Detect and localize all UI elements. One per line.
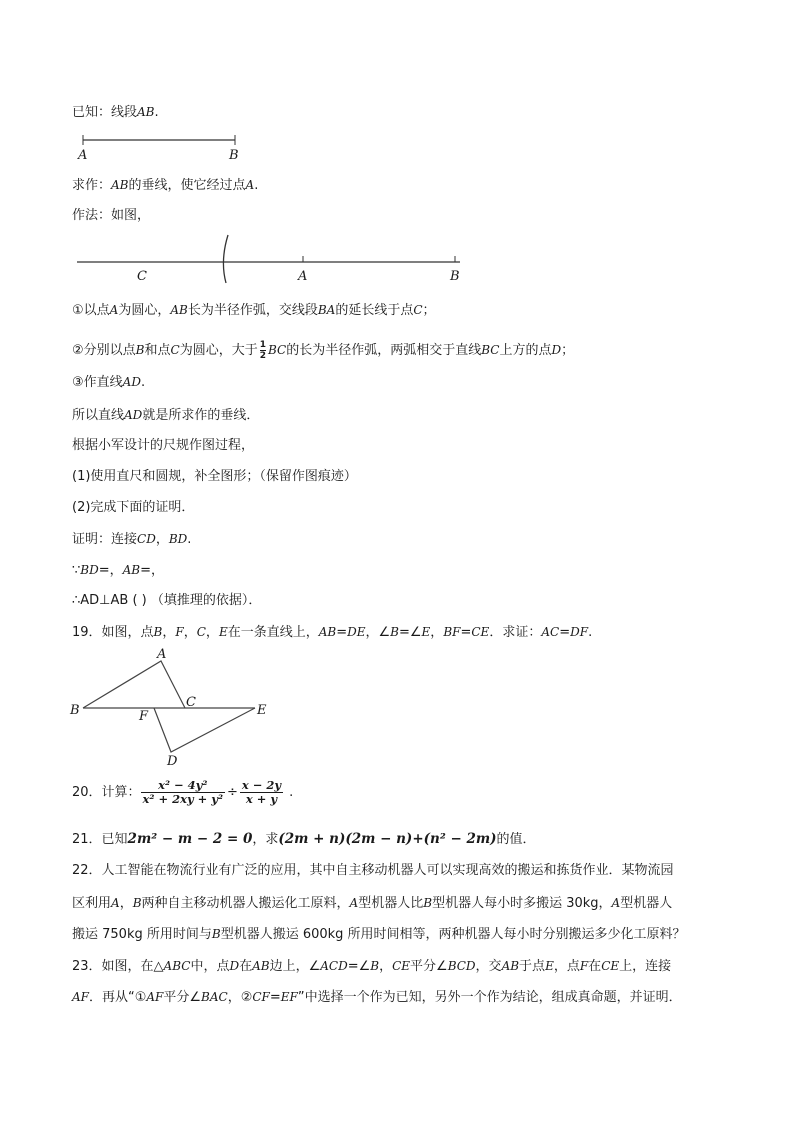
problem-21: 21．已知2m² − m − 2 = 0，求(2m + n)(2m − n)+(n² − 2m)的值． [72, 831, 536, 847]
triangle-dfe [154, 708, 255, 752]
triangles-figure [70, 645, 280, 769]
arc-c [223, 235, 228, 283]
therefore-line: ∴AD⊥AB ( ) （填推理的依据）． [72, 593, 262, 608]
question-2: (2)完成下面的证明． [72, 500, 195, 515]
label-b: B [450, 269, 460, 284]
task-line: 求作：AB的垂线，使它经过点A. [72, 178, 259, 193]
given-line: 已知：线段AB. [72, 105, 159, 120]
label-D: D [167, 754, 178, 769]
based-line: 根据小军设计的尺规作图过程， [72, 438, 255, 453]
proof-line: 证明：连接CD，BD. [72, 532, 192, 547]
step-3: ③作直线AD. [72, 375, 146, 390]
problem-22-line-3: 搬运 750kg 所用时间与B型机器人搬运 600kg 所用时间相等，两种机器人每小时分别搬运多少化工原料？ [72, 927, 686, 942]
step-1: ①以点A为圆心，AB长为半径作弧，交线段BA的延长线于点C； [72, 303, 436, 318]
problem-20: 20．计算： $\frac{\text{x² − 4y²}}{\text{x² + 2xy + y²}}$ ÷ $\frac{x - 2y}{x + y}$ . [72, 778, 294, 806]
problem-22-line-2: 区利用A，B两种自主移动机器人搬运化工原料，A型机器人比B型机器人每小时多搬运 30kg，A型机器人 [72, 896, 673, 911]
fraction-half: $\frac{1}{2}$ [259, 340, 266, 361]
label-C: C [186, 695, 196, 710]
conclusion-line: 所以直线AD就是所求作的垂线． [72, 408, 260, 423]
problem-22-line-1: 22．人工智能在物流行业有广泛的应用，其中自主移动机器人可以实现高效的搬运和拣货作业．某物流园 [72, 863, 674, 878]
label-A: A [157, 647, 167, 662]
fraction-1: $\frac{\text{x² − 4y²}}{\text{x² + 2xy + y²}}$ [142, 778, 223, 806]
method-line: 作法：如图， [72, 208, 151, 223]
construction-figure [70, 233, 470, 283]
problem-19: 19．如图，点B，F，C，E在一条直线上，AB=DE，∠B=∠E，BF=CE．求证：AC=DF. [72, 625, 593, 640]
label-F: F [139, 709, 149, 724]
label-B: B [70, 703, 80, 718]
segment-ab-figure [70, 130, 250, 164]
label-E: E [257, 703, 267, 718]
label-c: C [137, 269, 147, 284]
step-2: ②分别以点B和点C为圆心，大于 $\frac{1}{2}$ BC的长为半径作弧，两弧相交于直线BC上方的点D； [72, 340, 575, 361]
because-line: ∵BD=，AB=， [72, 563, 165, 578]
fraction-2: $\frac{x - 2y}{x + y}$ [241, 778, 282, 806]
problem-23-line-1: 23．如图，在△ABC中，点D在AB边上，∠ACD=∠B，CE平分∠BCD，交AB于点E，点F在CE上，连接 [72, 959, 672, 974]
question-1: (1)使用直尺和圆规，补全图形；（保留作图痕迹） [72, 469, 357, 484]
triangle-abc [83, 661, 185, 708]
label-a: A [78, 148, 88, 163]
problem-23-line-2: AF．再从“①AF平分∠BAC，②CF=EF”中选择一个作为已知，另外一个作为结论，组成真命题，并证明． [72, 990, 682, 1005]
label-a: A [298, 269, 308, 284]
label-b: B [229, 148, 239, 163]
